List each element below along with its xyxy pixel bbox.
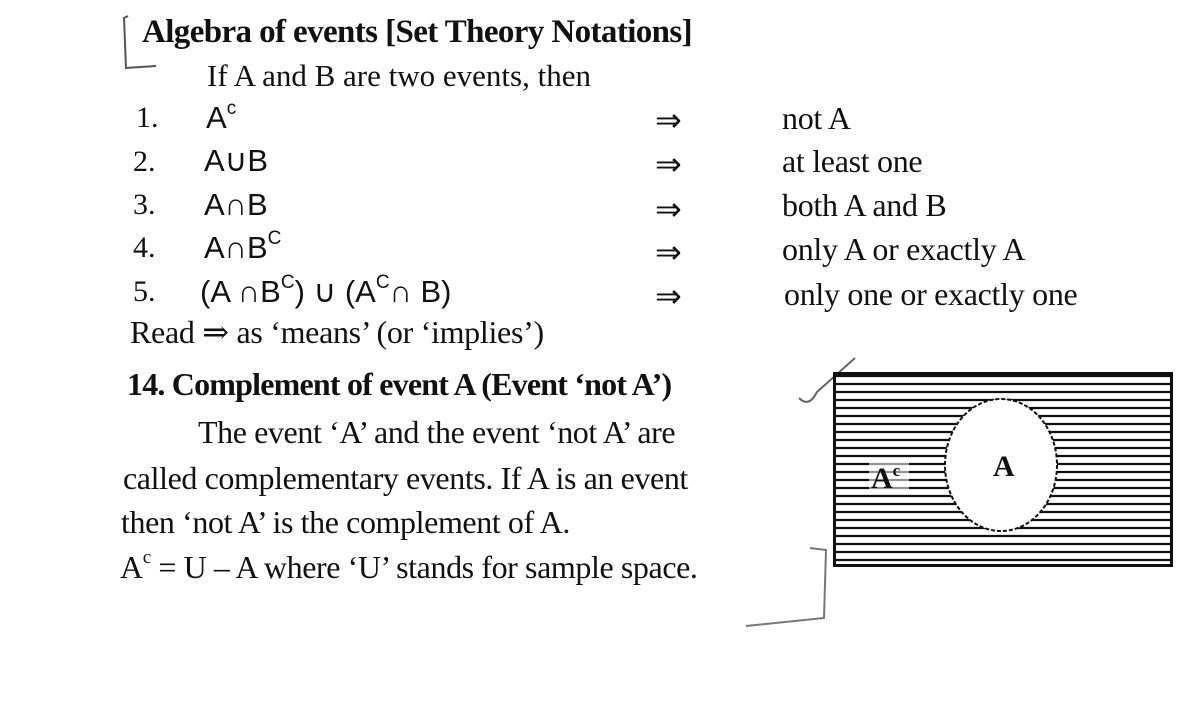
row-5-expr-part1: (A ∩B: [200, 274, 281, 309]
row-3-number: 3.: [133, 188, 156, 221]
row-3-meaning: both A and B: [782, 187, 947, 223]
formula-base: A: [120, 549, 143, 585]
event-a-label: A: [993, 450, 1015, 483]
row-5-meaning: only one or exactly one: [784, 276, 1078, 312]
row-5-expr-sup2: C: [375, 272, 390, 293]
row-5-expression: [200, 274, 452, 310]
read-note: Read ⇒ as ‘means’ (or ‘implies’): [130, 314, 544, 350]
venn-diagram: [833, 372, 1173, 567]
row-4-arrow: ⇒: [655, 233, 682, 271]
row-4-meaning: only A or exactly A: [782, 231, 1026, 267]
row-3-arrow: ⇒: [655, 190, 682, 228]
row-1-expr-base: A: [206, 100, 227, 135]
row-2-number: 2.: [133, 145, 156, 178]
row-2-expression: A∪B: [204, 143, 269, 178]
row-5-number: 5.: [133, 275, 156, 308]
paragraph-line-2: called complementary events. If A is an event: [123, 460, 688, 496]
paragraph-line-1: The event ‘A’ and the event ‘not A’ are: [198, 414, 676, 450]
row-1-meaning: not A: [782, 100, 851, 136]
row-5-expr-part2: ) ∪ (A: [294, 274, 376, 309]
paragraph-line-3: then ‘not A’ is the complement of A.: [121, 504, 570, 540]
row-4-expression: [204, 230, 281, 266]
formula-sup: c: [142, 547, 151, 568]
row-2-meaning: at least one: [782, 143, 923, 179]
row-5-arrow: ⇒: [655, 277, 682, 315]
row-4-number: 4.: [133, 231, 156, 264]
intro-text: If A and B are two events, then: [207, 58, 591, 93]
scan-bracket-bottom: [740, 540, 840, 635]
row-1-number: 1.: [136, 101, 159, 134]
row-1-arrow: ⇒: [655, 101, 682, 139]
row-1-expr-sup: c: [226, 98, 237, 119]
row-5-expr-sup1: C: [280, 272, 295, 293]
complement-label: $A^c$: [871, 461, 901, 495]
row-4-expr-base: A∩B: [204, 230, 268, 265]
subsection-title: 14. Complement of event A (Event ‘not A’): [127, 366, 672, 402]
row-4-expr-sup: C: [267, 228, 282, 249]
row-5-expr-part3: ∩ B): [389, 274, 452, 309]
row-2-arrow: ⇒: [655, 145, 682, 183]
section-heading: Algebra of events [Set Theory Notations]: [142, 14, 693, 50]
row-3-expression: A∩B: [204, 187, 268, 222]
complement-formula: [120, 549, 698, 586]
formula-rest: = U – A where ‘U’ stands for sample space.: [150, 549, 698, 585]
row-1-expression: [206, 100, 236, 136]
